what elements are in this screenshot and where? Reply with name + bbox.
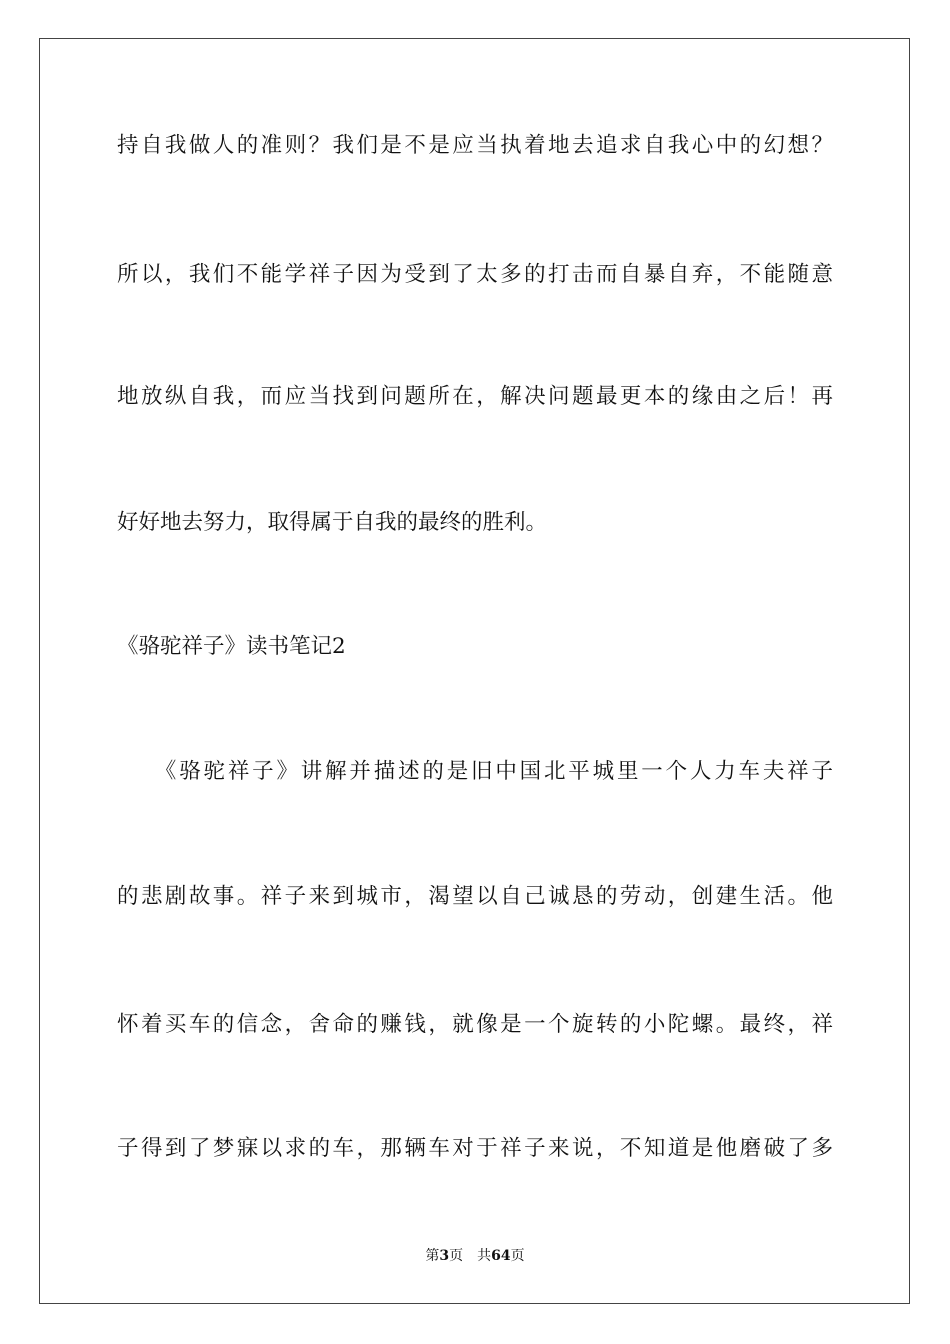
text-line: 所以，我们不能学祥子因为受到了太多的打击而自暴自弃，不能随意 bbox=[117, 262, 833, 287]
text-line: 持自我做人的准则？我们是不是应当执着地去追求自我心中的幻想？ bbox=[117, 133, 833, 158]
section-title: 《骆驼祥子》读书笔记2 bbox=[117, 634, 346, 659]
page-prefix: 第 bbox=[425, 1248, 440, 1264]
page-footer bbox=[0, 1246, 950, 1266]
total-suffix: 页 bbox=[510, 1248, 525, 1264]
text-line: 的悲剧故事。祥子来到城市，渴望以自己诚恳的劳动，创建生活。他 bbox=[117, 884, 833, 909]
page-border bbox=[39, 38, 910, 1304]
text-line: 地放纵自我，而应当找到问题所在，解决问题最更本的缘由之后！再 bbox=[117, 384, 833, 409]
page-number: 3 bbox=[439, 1248, 450, 1264]
page-suffix: 页 bbox=[449, 1248, 464, 1264]
text-line: 子得到了梦寐以求的车，那辆车对于祥子来说，不知道是他磨破了多 bbox=[117, 1136, 833, 1161]
total-prefix: 共 bbox=[477, 1248, 492, 1264]
total-pages: 64 bbox=[491, 1248, 511, 1264]
text-line: 《骆驼祥子》讲解并描述的是旧中国北平城里一个人力车夫祥子 bbox=[117, 759, 833, 784]
text-line: 怀着买车的信念，舍命的赚钱，就像是一个旋转的小陀螺。最终，祥 bbox=[117, 1012, 833, 1037]
text-line: 好好地去努力，取得属于自我的最终的胜利。 bbox=[117, 510, 548, 535]
